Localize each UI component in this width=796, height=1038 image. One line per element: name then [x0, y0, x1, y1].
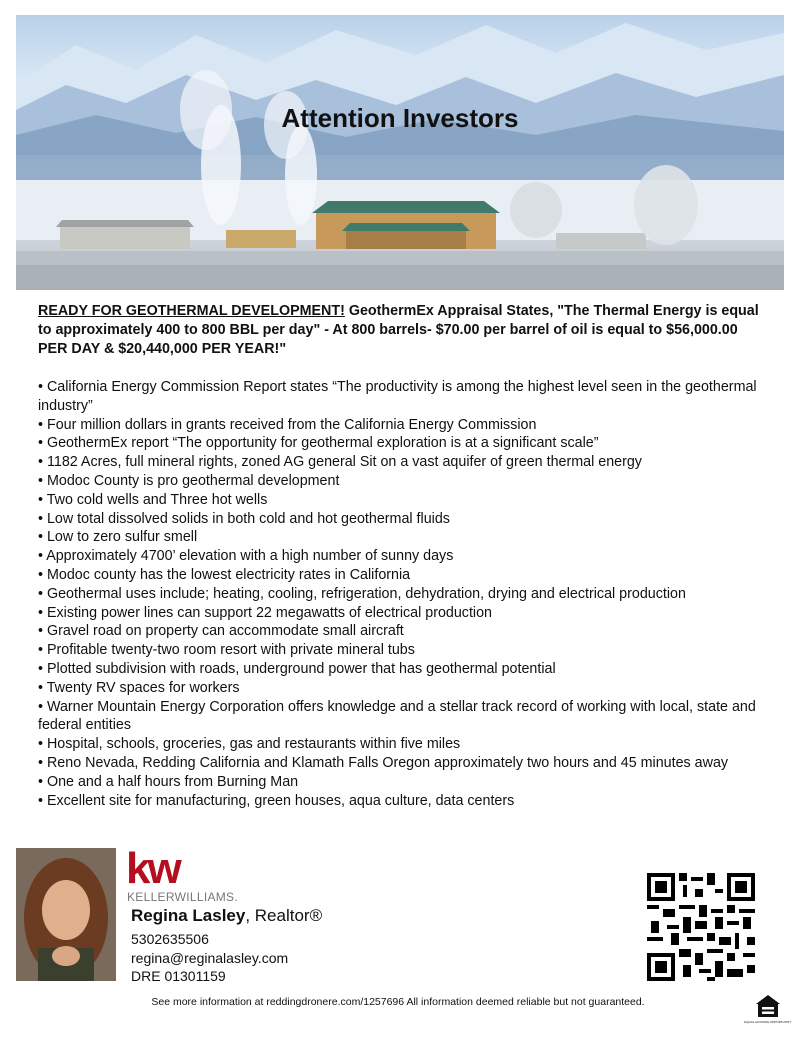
lead-text: GeothermEx Appraisal States, "The Thermal Energy is equal to approximately 400 to 800 BBL per day" - At 800 barrels- $70.00 per barrel of oil is equal to $56,000.00 PER DAY & $20,440,000 PER YEAR!" [38, 303, 759, 357]
list-item: • Geothermal uses include; heating, cooling, refrigeration, dehydration, drying and electrical production [38, 585, 686, 602]
list-item: • One and a half hours from Burning Man [38, 773, 299, 790]
list-item: • Four million dollars in grants received from the California Energy Commission [38, 416, 537, 433]
list-item: • Profitable twenty-two room resort with private mineral tubs [38, 642, 415, 659]
equal-housing-label: EQUAL HOUSING OPPORTUNITY [744, 1020, 792, 1024]
agent-portrait [16, 848, 116, 981]
agent-name-line [131, 906, 322, 926]
landscape-illustration [16, 15, 784, 290]
list-item: • Approximately 4700’ elevation with a high number of sunny days [38, 548, 454, 565]
list-item: • 1182 Acres, full mineral rights, zoned AG general Sit on a vast aquifer of green thermal energy [38, 454, 642, 471]
list-item: • GeothermEx report “The opportunity for geothermal exploration is at a significant scale” [38, 435, 599, 452]
agent-email: regina@reginalasley.com [131, 950, 289, 966]
feature-list [38, 378, 768, 810]
list-item: • Twenty RV spaces for workers [38, 679, 240, 696]
kw-logo: kw [126, 844, 179, 893]
list-item: • Two cold wells and Three hot wells [38, 491, 268, 508]
list-item: • Low to zero sulfur smell [38, 529, 198, 546]
page-title: Attention Investors [281, 103, 519, 133]
list-item: • Excellent site for manufacturing, green houses, aqua culture, data centers [38, 792, 515, 809]
list-item: • Modoc County is pro geothermal development [38, 472, 340, 489]
hero-banner [16, 15, 784, 290]
agent-photo [16, 848, 116, 981]
list-item: • Modoc county has the lowest electricity rates in California [38, 566, 411, 583]
equal-housing-icon [744, 993, 792, 1027]
list-item: • Hospital, schools, groceries, gas and restaurants within five miles [38, 736, 461, 753]
agent-phone: 5302635506 [131, 931, 209, 947]
qr-code[interactable] [647, 873, 755, 981]
agent-title: , Realtor® [245, 906, 323, 925]
lead-headline: READY FOR GEOTHERMAL DEVELOPMENT! [38, 303, 345, 319]
list-item: • Warner Mountain Energy Corporation offers knowledge and a stellar track record of working with local, state and federal entities [38, 698, 756, 734]
list-item: • Plotted subdivision with roads, underground power that has geothermal potential [38, 660, 556, 677]
list-item: • California Energy Commission Report states “The productivity is among the highest level seen in the geothermal industry” [38, 379, 757, 414]
list-item: • Reno Nevada, Redding California and Klamath Falls Oregon approximately two hours and 45 minutes away [38, 754, 729, 771]
list-item: • Gravel road on property can accommodate small aircraft [38, 623, 404, 640]
agent-name: Regina Lasley [131, 906, 246, 925]
list-item: • Existing power lines can support 22 megawatts of electrical production [38, 604, 493, 621]
footer-disclaimer: See more information at reddingdronere.com/1257696 All information deemed reliable but not guaranteed. [151, 996, 645, 1008]
lead-paragraph [38, 302, 768, 359]
brokerage-name: KELLERWILLIAMS. [127, 890, 238, 904]
agent-license: DRE 01301159 [131, 968, 226, 984]
list-item: • Low total dissolved solids in both cold and hot geothermal fluids [38, 510, 450, 527]
